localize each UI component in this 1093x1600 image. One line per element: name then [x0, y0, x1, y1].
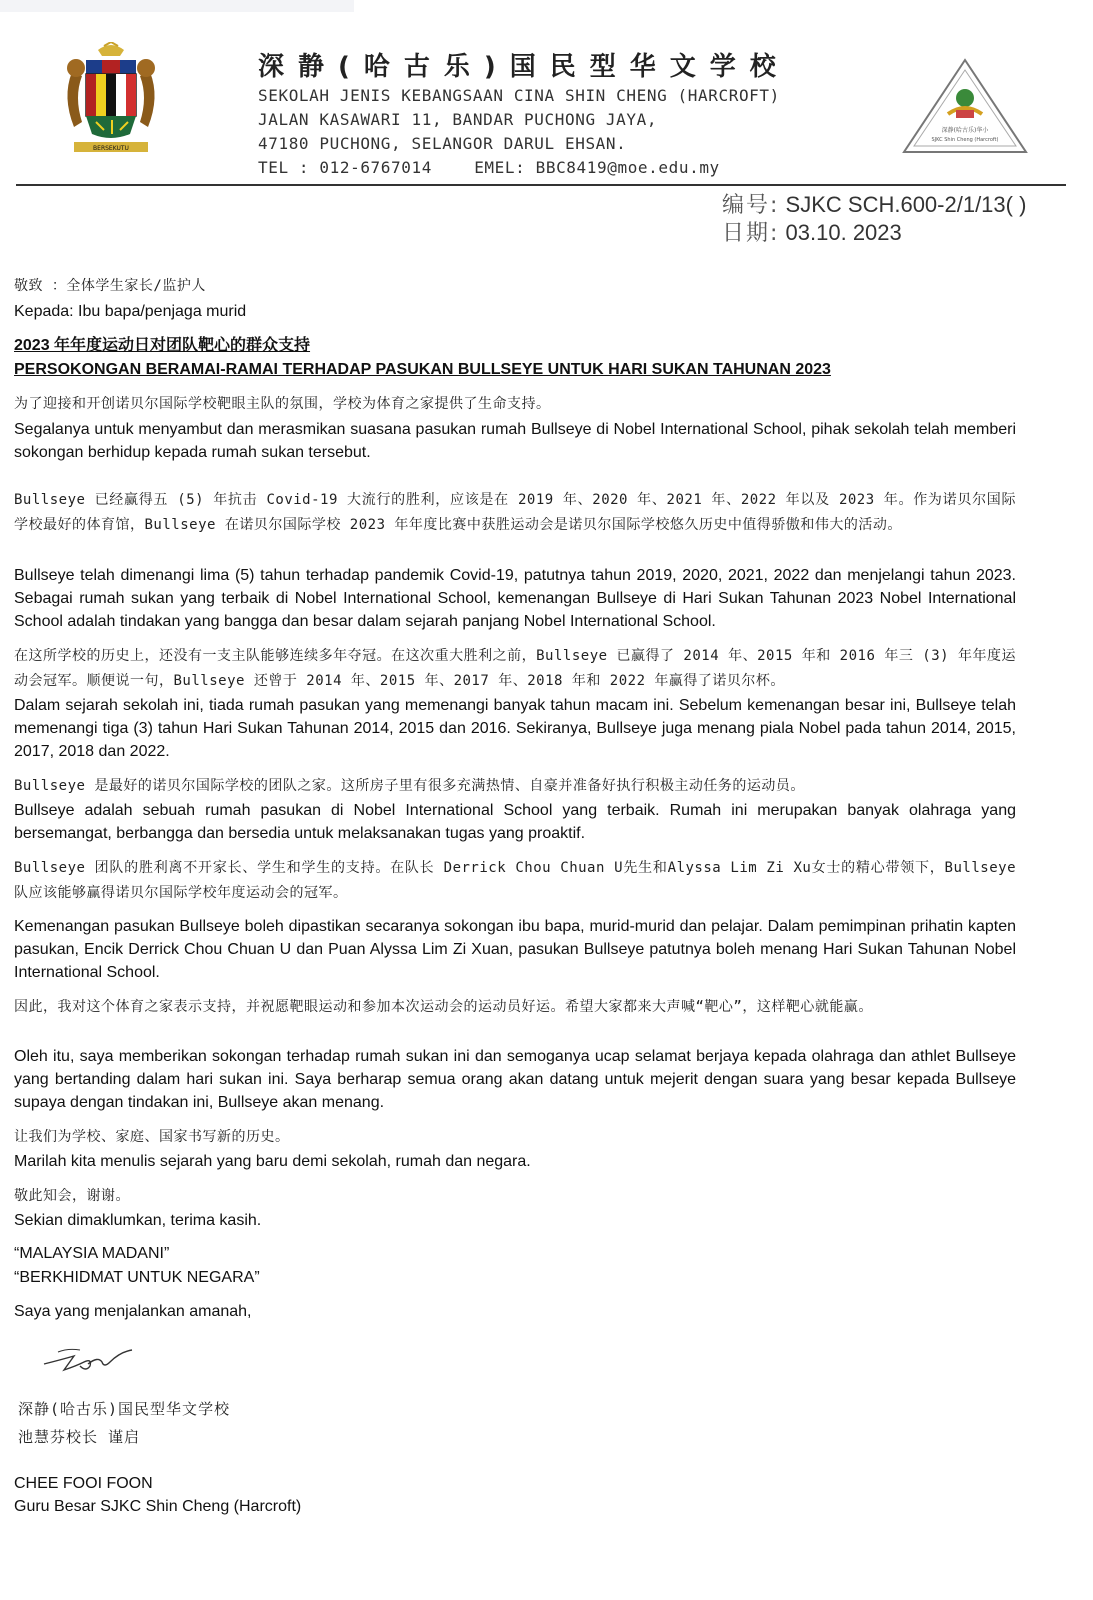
- paragraph-3-malay: Dalam sejarah sekolah ini, tiada rumah pasukan yang memenangi banyak tahun macam ini. Sebelum kemenangan besar ini, Bullseye telah memenangi tiga (3) tahun Hari Sukan Tahunan 2014, 2015 dan 2016. Sekiranya, Bullseye juga menang piala Nobel pada tahun 2014, 2015, 2017, 2018 dan 2022.: [14, 697, 1016, 760]
- paragraph-4-malay: Bullseye adalah sebuah rumah pasukan di Nobel International School yang terbaik. Rumah ini merupakan banyak olahraga yang bersemangat, berbangga dan bersedia untuk melaksanakan tugas yang proaktif.: [14, 802, 1016, 842]
- signatory-position: Guru Besar SJKC Shin Cheng (Harcroft): [14, 1498, 302, 1515]
- school-name-chinese: 深静(哈古乐)国民型华文学校: [258, 52, 790, 82]
- paragraph-5-malay: Kemenangan pasukan Bullseye boleh dipastikan secaranya sokongan ibu bapa, murid-murid dan pelajar. Dalam pemimpinan prihatin kapten pasukan, Encik Derrick Chou Chuan U dan Puan Alyssa Lim Zi Xuan, pasukan Bullseye patutnya boleh menang Hari Sukan Tahunan Nobel International School.: [14, 918, 1016, 981]
- date-value: 03.10. 2023: [785, 220, 902, 245]
- address-line-2: 47180 PUCHONG, SELANGOR DARUL EHSAN.: [258, 134, 627, 153]
- top-strip: [0, 0, 354, 12]
- closing-line: Saya yang menjalankan amanah,: [14, 1303, 252, 1320]
- email: EMEL: BBC8419@moe.edu.my: [474, 158, 720, 177]
- reference-value: SJKC SCH.600-2/1/13( ): [785, 192, 1027, 217]
- signatory-name: CHEE FOOI FOON: [14, 1475, 153, 1492]
- paragraph-5-chinese: Bullseye 团队的胜利离不开家长、学生和学生的支持。在队长 Derrick Chou Chuan U先生和Alyssa Lim Zi Xu女士的精心带领下，Bullseye 队应该能够赢得诺贝尔国际学校年度运动会的冠军。: [14, 860, 1016, 901]
- reference-label: 编号:: [722, 193, 780, 218]
- school-name-malay: SEKOLAH JENIS KEBANGSAAN CINA SHIN CHENG (HARCROFT): [258, 86, 780, 105]
- motto-2: “BERKHIDMAT UNTUK NEGARA”: [14, 1269, 260, 1286]
- paragraph-2-malay: Bullseye telah dimenangi lima (5) tahun terhadap pandemik Covid-19, patutnya tahun 2019, 2020, 2021, 2022 dan menjelangi tahun 2023. Sebagai rumah sukan yang terbaik di Nobel International School, kemenangan Bullseye di Hari Sukan Tahunan 2023 Nobel International School adalah tindakan yang bangga dan besar dalam sejarah panjang Nobel International School.: [14, 567, 1016, 630]
- paragraph-8-malay: Sekian dimaklumkan, terima kasih.: [14, 1212, 262, 1229]
- logo-text-chinese: 深静(哈古乐)华小: [941, 127, 989, 134]
- paragraph-4-chinese: Bullseye 是最好的诺贝尔国际学校的团队之家。这所房子里有很多充满热情、自豪并准备好执行积极主动任务的运动员。: [14, 778, 805, 794]
- handwritten-signature: [40, 1338, 136, 1380]
- contact-line: [258, 158, 752, 177]
- paragraph-3-chinese: 在这所学校的历史上，还没有一支主队能够连续多年夺冠。在这次重大胜利之前，Bullseye 已赢得了 2014 年、2015 年和 2016 年三 (3) 年年度运动会冠军。顺便说一句，Bullseye 还曾于 2014 年、2015 年、2017 年、2018 年和 2022 年赢得了诺贝尔杯。: [14, 648, 1016, 689]
- paragraph-6-chinese: 因此，我对这个体育之家表示支持，并祝愿靶眼运动和参加本次运动会的运动员好运。希望大家都来大声喊“靶心”，这样靶心就能赢。: [14, 999, 873, 1015]
- recipient-chinese: 敬致 ：全体学生家长/监护人: [14, 278, 206, 294]
- reference-number: [722, 188, 1026, 219]
- telephone: TEL : 012-6767014: [258, 158, 432, 177]
- paragraph-2-chinese: Bullseye 已经赢得五 (5) 年抗击 Covid-19 大流行的胜利，应该是在 2019 年、2020 年、2021 年、2022 年以及 2023 年。作为诺贝尔国际学校最好的体育馆，Bullseye 在诺贝尔国际学校 2023 年年度比赛中获胜运动会是诺贝尔国际学校悠久历史中值得骄傲和伟大的活动。: [14, 492, 1016, 533]
- address-line-1: JALAN KASAWARI 11, BANDAR PUCHONG JAYA,: [258, 110, 658, 129]
- recipient-malay: Kepada: Ibu bapa/penjaga murid: [14, 303, 247, 320]
- malaysia-crest-icon: [52, 42, 170, 160]
- date-label: 日期:: [722, 221, 780, 246]
- svg-text:BERSEKUTU: BERSEKUTU: [93, 145, 129, 152]
- paragraph-8-chinese: 敬此知会，谢谢。: [14, 1188, 130, 1204]
- title-malay: PERSOKONGAN BERAMAI-RAMAI TERHADAP PASUKAN BULLSEYE UNTUK HARI SUKAN TAHUNAN 2023: [14, 361, 831, 378]
- signatory-school-chinese: 深静(哈古乐)国民型华文学校: [18, 1400, 231, 1418]
- paragraph-1-malay: Segalanya untuk menyambut dan merasmikan suasana pasukan rumah Bullseye di Nobel International School, pihak sekolah telah memberi sokongan berhidup kepada rumah sukan tersebut.: [14, 421, 1016, 461]
- motto-1: “MALAYSIA MADANI”: [14, 1245, 170, 1262]
- school-logo-icon: [900, 56, 1030, 158]
- signatory-name-chinese: 池慧芬校长 谨启: [18, 1428, 141, 1446]
- paragraph-1-chinese: 为了迎接和开创诺贝尔国际学校靶眼主队的氛围，学校为体育之家提供了生命支持。: [14, 396, 551, 412]
- header-divider: [16, 184, 1066, 186]
- logo-text-english: SJKC Shin Cheng (Harcroft): [931, 137, 999, 143]
- paragraph-6-malay: Oleh itu, saya memberikan sokongan terhadap rumah sukan ini dan semoganya ucap selamat berjaya kepada olahraga dan athlet Bullseye yang bertanding dalam hari sukan ini. Saya berharap semua orang akan datang untuk mejerit dengan suara yang besar kepada Bullseye supaya dengan tindakan ini, Bullseye akan menang.: [14, 1048, 1016, 1111]
- title-chinese: 2023 年年度运动日对团队靶心的群众支持: [14, 337, 311, 354]
- letter-date: [722, 216, 902, 247]
- paragraph-7-chinese: 让我们为学校、家庭、国家书写新的历史。: [14, 1129, 290, 1145]
- paragraph-7-malay: Marilah kita menulis sejarah yang baru demi sekolah, rumah dan negara.: [14, 1153, 531, 1170]
